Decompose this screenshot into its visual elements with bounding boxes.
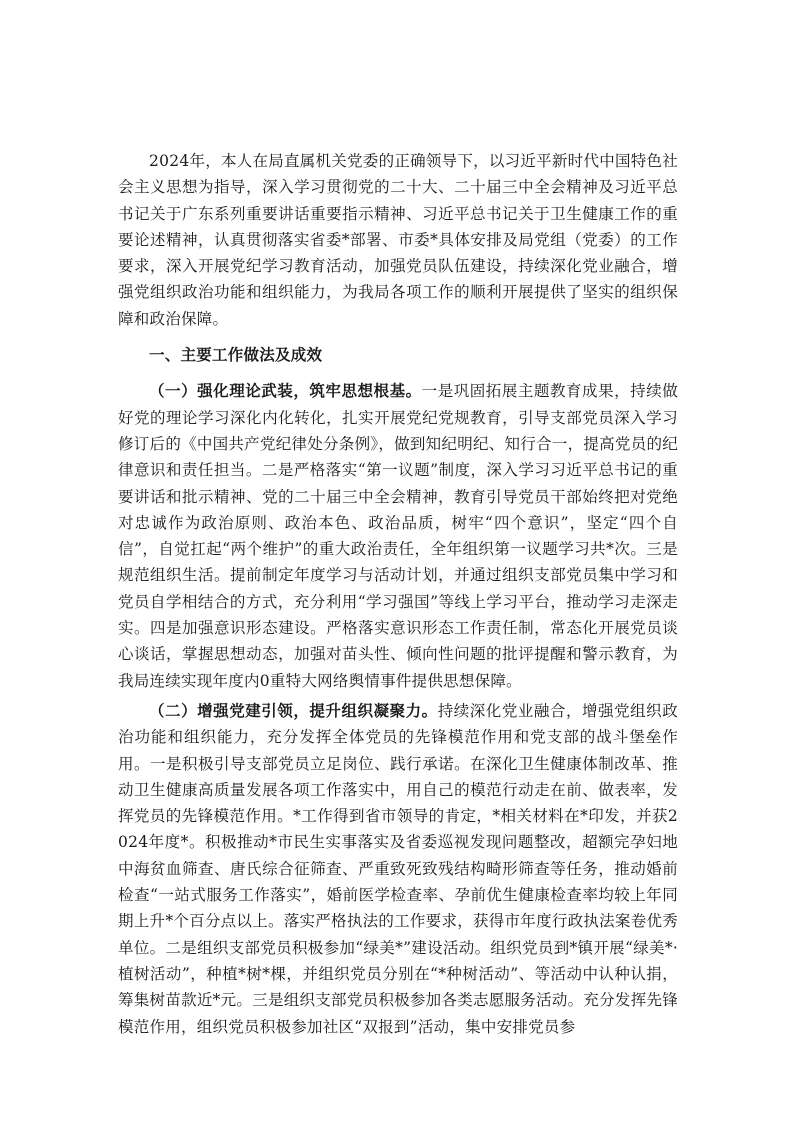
subsection-1-title: （一）强化理论武装，筑牢思想根基。: [149, 381, 422, 401]
document-body: [118, 148, 678, 1040]
section-heading-main-work: 一、主要工作做法及成效: [149, 345, 323, 365]
intro-paragraph: 2024年，本人在局直属机关党委的正确领导下，以习近平新时代中国特色社会主义思想为指导，深入学习贯彻党的二十大、二十届三中全会精神及习近平总书记关于广东系列重要讲话重要指示精神、习近平总书记关于卫生健康工作的重要论述精神，认真贯彻落实省委*部署、市委*具体安排及局党组（党委）的工作要求，深入开展党纪学习教育活动，加强党员队伍建设，持续深化党业融合，增强党组织政治功能和组织能力，为我局各项工作的顺利开展提供了坚实的组织保障和政治保障。: [118, 152, 678, 328]
subsection-2-title: （二）增强党建引领，提升组织凝聚力。: [149, 700, 438, 720]
subsection-1-paragraph: [118, 378, 678, 694]
subsection-2-body: 持续深化党业融合，增强党组织政治功能和组织能力，充分发挥全体党员的先锋模范作用和党支部的战斗堡垒作用。一是积极引导支部党员立足岗位、践行承诺。在深化卫生健康体制改革、推动卫生健康高质量发展各项工作落实中，用自己的模范行动走在前、做表率，发挥党员的先锋模范作用。*工作得到省市领导的肯定，*相关材料在*印发，并获2024年度*。积极推动*市民生实事落实及省委巡视发现问题整改，超额完孕妇地中海贫血筛查、唐氏综合征筛查、严重致死致残结构畸形筛查等任务，推动婚前检查“一站式服务工作落实”，婚前医学检查率、孕前优生健康检查率均较上年同期上升*个百分点以上。落实严格执法的工作要求，获得市年度行政执法案卷优秀单位。二是组织支部党员积极参加“绿美*”建设活动。组织党员到*镇开展“绿美*·植树活动”，种植*树*棵，并组织党员分别在“*种树活动”、等活动中认种认捐，筹集树苗款近*元。三是组织支部党员积极参加各类志愿服务活动。充分发挥先锋模范作用，组织党员积极参加社区“双报到”活动，集中安排党员参: [118, 701, 678, 1036]
subsection-1-body: 一是巩固拓展主题教育成果，持续做好党的理论学习深化内化转化，扎实开展党纪党规教育，引导支部党员深入学习修订后的《中国共产党纪律处分条例》，做到知纪明纪、知行合一，提高党员的纪律意识和责任担当。二是严格落实“第一议题”制度，深入学习习近平总书记的重要讲话和批示精神、党的二十届三中全会精神，教育引导党员干部始终把对党绝对忠诚作为政治原则、政治本色、政治品质，树牢“四个意识”，坚定“四个自信”，自觉扛起“两个维护”的重大政治责任，全年组织第一议题学习共*次。三是规范组织生活。提前制定年度学习与活动计划，并通过组织支部党员集中学习和党员自学相结合的方式，充分利用“学习强国”等线上学习平台，推动学习走深走实。四是加强意识形态建设。严格落实意识形态工作责任制，常态化开展党员谈心谈话，掌握思想动态，加强对苗头性、倾向性问题的批评提醒和警示教育，为我局连续实现年度内0重特大网络舆情事件提供思想保障。: [118, 382, 678, 690]
subsection-2-paragraph: [118, 698, 678, 1040]
